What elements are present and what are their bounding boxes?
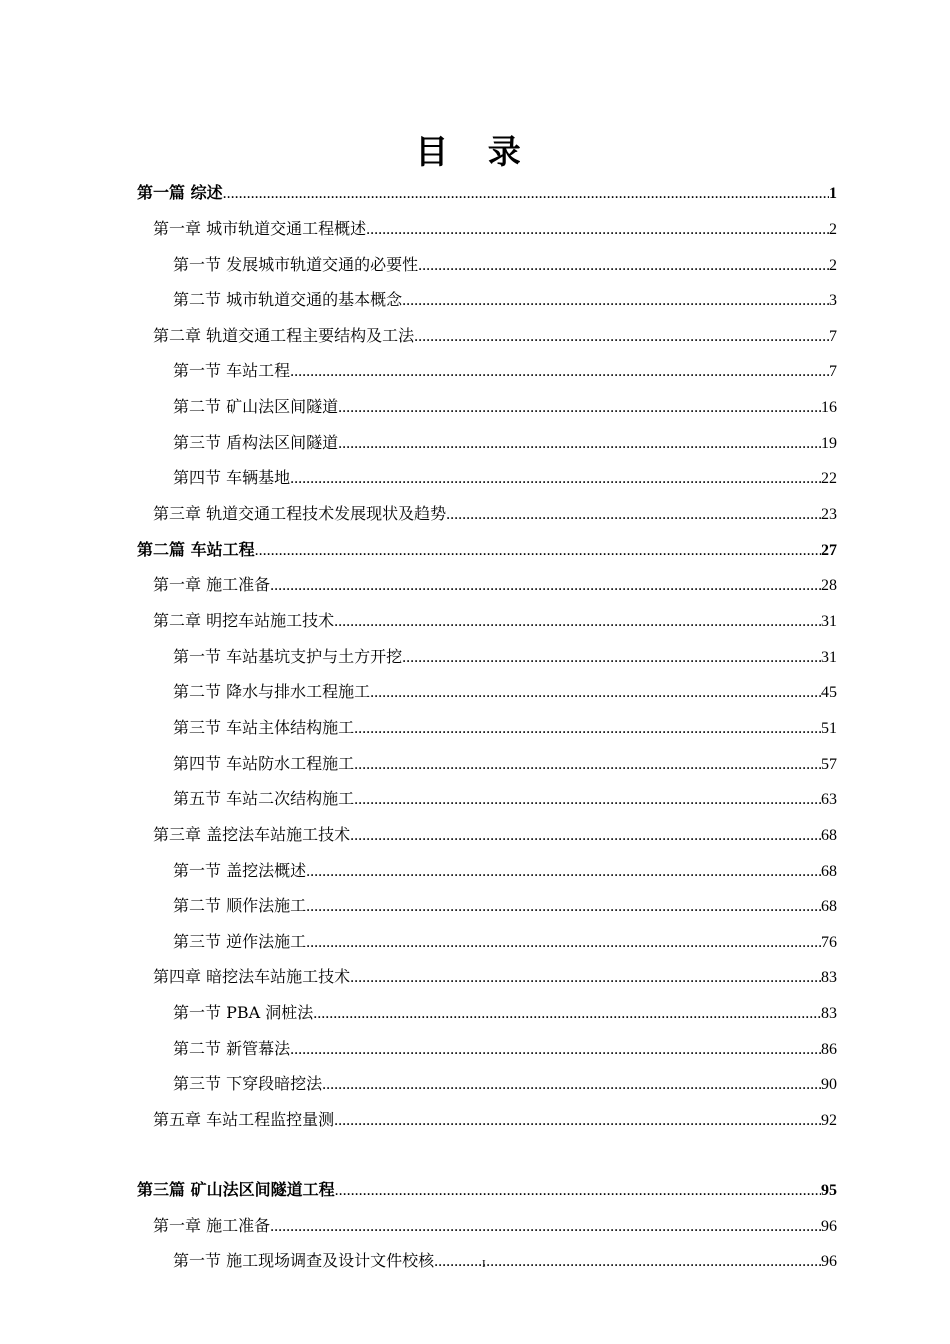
toc-entry-page: 19 (821, 435, 837, 452)
toc-entry-page: 76 (821, 934, 837, 951)
toc-dot-leader (313, 1001, 821, 1027)
toc-entry-label: 第四节 车辆基地 (173, 468, 291, 487)
toc-entry-label: 第一节 盖挖法概述 (173, 861, 307, 880)
toc-entry-page: 92 (821, 1112, 837, 1129)
toc-entry[interactable] (173, 1248, 837, 1274)
toc-entry-label: 第五节 车站二次结构施工 (173, 789, 355, 808)
toc-entry[interactable] (153, 822, 837, 848)
toc-dot-leader (402, 288, 829, 314)
toc-dot-leader (306, 859, 821, 885)
toc-dot-leader (446, 502, 821, 528)
toc-dot-leader (366, 217, 829, 243)
toc-entry-label: 第二节 城市轨道交通的基本概念 (173, 290, 403, 309)
toc-dot-leader (402, 645, 821, 671)
toc-entry-page: 83 (821, 969, 837, 986)
footer-page-number: I (482, 1258, 486, 1270)
toc-entry-page: 63 (821, 791, 837, 808)
toc-entry-label: 第二节 新管幕法 (173, 1039, 291, 1058)
toc-entry[interactable] (153, 964, 837, 990)
toc-entry[interactable] (153, 323, 837, 349)
toc-entry-page: 27 (821, 542, 837, 559)
toc-entry-label: 第四节 车站防水工程施工 (173, 754, 355, 773)
toc-entry-label: 第三节 盾构法区间隧道 (173, 433, 339, 452)
toc-entry[interactable] (173, 1000, 837, 1026)
toc-dot-leader (290, 359, 829, 385)
toc-entry-page: 7 (829, 363, 837, 380)
toc-entry[interactable] (137, 1177, 837, 1203)
toc-dot-leader (338, 395, 821, 421)
toc-entry[interactable] (173, 465, 837, 491)
toc-entry[interactable] (173, 644, 837, 670)
toc-entry-label: 第三篇 矿山法区间隧道工程 (137, 1180, 335, 1199)
toc-entry[interactable] (173, 358, 837, 384)
toc-entry[interactable] (173, 287, 837, 313)
toc-entry[interactable] (153, 216, 837, 242)
toc-entry-page: 95 (821, 1182, 837, 1199)
toc-entry-label: 第一节 车站基坑支护与土方开挖 (173, 647, 403, 666)
toc-entry-page: 16 (821, 399, 837, 416)
toc-dot-leader (338, 431, 821, 457)
toc-entry-page: 1 (829, 185, 837, 202)
toc-dot-leader (290, 1037, 821, 1063)
toc-dot-leader (418, 253, 829, 279)
toc-entry[interactable] (173, 858, 837, 884)
toc-dot-leader (335, 1178, 821, 1204)
toc-entry-page: 22 (821, 470, 837, 487)
toc-entry[interactable] (173, 394, 837, 420)
toc-entry[interactable] (173, 679, 837, 705)
toc-entry[interactable] (153, 1107, 837, 1133)
toc-entry-label: 第一节 发展城市轨道交通的必要性 (173, 255, 419, 274)
toc-dot-leader (306, 930, 821, 956)
toc-entry-label: 第四章 暗挖法车站施工技术 (153, 967, 351, 986)
toc-dot-leader (354, 752, 821, 778)
toc-dot-leader (334, 609, 821, 635)
toc-entry-label: 第一节 施工现场调查及设计文件校核 (173, 1251, 435, 1270)
toc-entry-page: 31 (821, 613, 837, 630)
toc-dot-leader (434, 1249, 821, 1275)
toc-dot-leader (290, 466, 821, 492)
toc-entry-label: 第三节 逆作法施工 (173, 932, 307, 951)
toc-entry-label: 第二节 顺作法施工 (173, 896, 307, 915)
toc-dot-leader (354, 787, 821, 813)
toc-dot-leader (306, 894, 821, 920)
toc-entry-page: 90 (821, 1076, 837, 1093)
toc-entry[interactable] (153, 608, 837, 634)
toc-entry[interactable] (173, 715, 837, 741)
toc-entry-label: 第二章 明挖车站施工技术 (153, 611, 335, 630)
toc-entry-page: 96 (821, 1253, 837, 1270)
toc-entry[interactable] (137, 180, 837, 206)
toc-dot-leader (270, 1214, 821, 1240)
toc-entry-page: 45 (821, 684, 837, 701)
toc-dot-leader (350, 965, 821, 991)
toc-dot-leader (350, 823, 821, 849)
toc-entry[interactable] (137, 537, 837, 563)
toc-entry-page: 23 (821, 506, 837, 523)
toc-dot-leader (322, 1072, 821, 1098)
toc-dot-leader (370, 680, 821, 706)
toc-entry-label: 第一章 施工准备 (153, 1216, 271, 1235)
toc-entry-page: 2 (829, 257, 837, 274)
toc-entry[interactable] (153, 501, 837, 527)
toc-entry-page: 68 (821, 827, 837, 844)
toc-entry-page: 86 (821, 1041, 837, 1058)
toc-dot-leader (223, 181, 829, 207)
toc-entry[interactable] (173, 786, 837, 812)
toc-entry-label: 第一节 车站工程 (173, 361, 291, 380)
toc-dot-leader (414, 324, 829, 350)
toc-entry-page: 96 (821, 1218, 837, 1235)
toc-entry-page: 57 (821, 756, 837, 773)
toc-entry-page: 68 (821, 898, 837, 915)
toc-entry[interactable] (173, 1071, 837, 1097)
toc-entry-page: 83 (821, 1005, 837, 1022)
toc-entry-label: 第一章 施工准备 (153, 575, 271, 594)
toc-entry-label: 第二节 降水与排水工程施工 (173, 682, 371, 701)
toc-entry-page: 28 (821, 577, 837, 594)
toc-entry[interactable] (173, 751, 837, 777)
toc-dot-leader (354, 716, 821, 742)
toc-entry-label: 第三章 盖挖法车站施工技术 (153, 825, 351, 844)
page-title: 目 录 (415, 132, 535, 171)
toc-entry[interactable] (153, 572, 837, 598)
toc-entry-page: 31 (821, 649, 837, 666)
toc-entry-page: 3 (829, 292, 837, 309)
toc-dot-leader (255, 538, 821, 564)
toc-entry[interactable] (173, 430, 837, 456)
toc-entry-label: 第一节 PBA 洞桩法 (173, 1003, 314, 1022)
toc-entry-label: 第三节 下穿段暗挖法 (173, 1074, 323, 1093)
toc-entry[interactable] (173, 929, 837, 955)
toc-entry-label: 第二节 矿山法区间隧道 (173, 397, 339, 416)
toc-entry[interactable] (153, 1213, 837, 1239)
toc-entry[interactable] (173, 1036, 837, 1062)
toc-entry-label: 第一章 城市轨道交通工程概述 (153, 219, 367, 238)
toc-entry-page: 51 (821, 720, 837, 737)
toc-entry-page: 68 (821, 863, 837, 880)
toc-entry-label: 第二章 轨道交通工程主要结构及工法 (153, 326, 415, 345)
toc-entry-page: 7 (829, 328, 837, 345)
toc-entry-label: 第五章 车站工程监控量测 (153, 1110, 335, 1129)
toc-entry-label: 第二篇 车站工程 (137, 540, 255, 559)
toc-entry-label: 第三节 车站主体结构施工 (173, 718, 355, 737)
toc-entry-page: 2 (829, 221, 837, 238)
toc-dot-leader (334, 1108, 821, 1134)
toc-dot-leader (270, 573, 821, 599)
toc-entry[interactable] (173, 893, 837, 919)
toc-entry[interactable] (173, 252, 837, 278)
toc-entry-label: 第三章 轨道交通工程技术发展现状及趋势 (153, 504, 447, 523)
toc-entry-label: 第一篇 综述 (137, 183, 223, 202)
